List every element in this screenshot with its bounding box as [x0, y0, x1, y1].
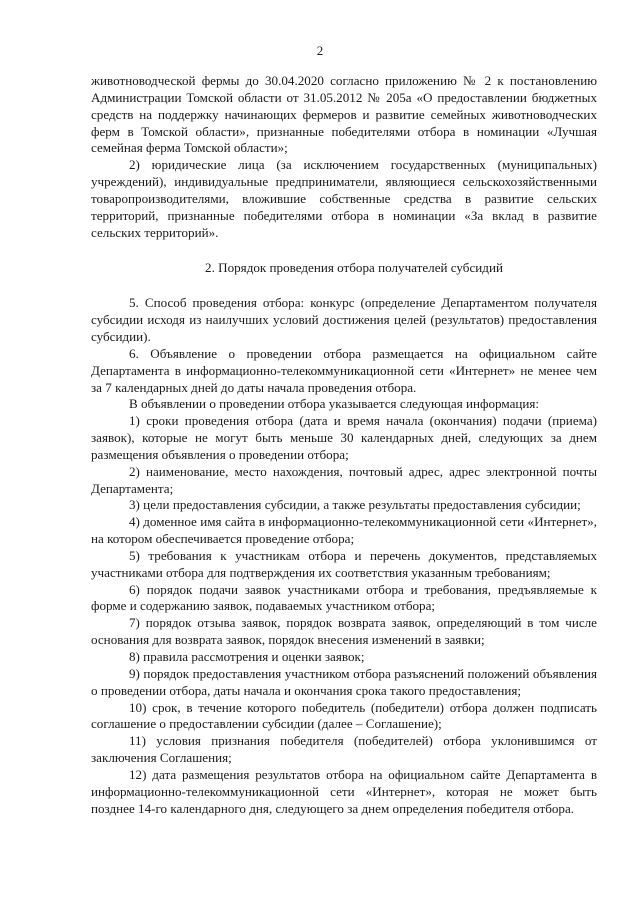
paragraph-continuation: животноводческой фермы до 30.04.2020 согласно приложению № 2 к постановлению Администрации Томской области от 31.05.2012 № 205а «О предоставлении бюджетных средств на поддержку начинающих фермеров и развитие семейных животноводческих ферм в Томской области», признанные победителями отбора в номинации «Лучшая семейная ферма Томской области»; — [91, 73, 597, 156]
paragraph-6: 6. Объявление о проведении отбора размещается на официальном сайте Департамента в информационно-телекоммуникационной сети «Интернет» не менее чем за 7 календарных дней до даты начала проведения отбора. — [91, 345, 597, 395]
section-title: 2. Порядок проведения отбора получателей субсидий — [205, 260, 503, 276]
document-body — [91, 73, 597, 817]
page-number: 2 — [316, 43, 324, 58]
paragraph-5: 5. Способ проведения отбора: конкурс (определение Департаментом получателя субсидии исходя из наилучших условий достижения целей (результатов) предоставления субсидии). — [91, 295, 597, 344]
paragraph-legal-entities: 2) юридические лица (за исключением государственных (муниципальных) учреждений), индивидуальные предприниматели, являющиеся сельскохозяйственными товаропроизводителями, вложившие собственные средства в развитие сельских территорий, признанные победителями отбора в номинации «За вклад в развитие сельских территорий». — [91, 157, 597, 240]
list-item: 6) порядок подачи заявок участниками отбора и требования, предъявляемые к форме и содержанию заявок, подаваемых участником отбора; — [91, 581, 597, 614]
list-item: 3) цели предоставления субсидии, а также результаты предоставления субсидии; — [129, 497, 581, 513]
list-item: 2) наименование, место нахождения, почтовый адрес, адрес электронной почты Департамента; — [91, 463, 597, 496]
list-item: 10) срок, в течение которого победитель (победители) отбора должен подписать соглашение о предоставлении субсидии (далее – Соглашение); — [91, 699, 597, 732]
list-item: 4) доменное имя сайта в информационно-телекоммуникационной сети «Интернет», на котором обеспечивается проведение отбора; — [91, 514, 597, 547]
list-item: 1) сроки проведения отбора (дата и время начала (окончания) подачи (приема) заявок), которые не могут быть меньше 30 календарных дней, следующих за днем размещения объявления о проведении отбора; — [91, 413, 597, 462]
list-item: 7) порядок отзыва заявок, порядок возврата заявок, определяющий в том числе основания для возврата заявок, порядок внесения изменений в заявки; — [91, 615, 597, 648]
paragraph-lead: В объявлении о проведении отбора указывается следующая информация: — [129, 396, 540, 412]
list-item: 8) правила рассмотрения и оценки заявок; — [129, 649, 365, 664]
list-item: 9) порядок предоставления участником отбора разъяснений положений объявления о проведении отбора, даты начала и окончания срока такого предоставления; — [91, 665, 597, 698]
list-item: 12) дата размещения результатов отбора на официальном сайте Департамента в информационно-телекоммуникационной сети «Интернет», которая не может быть позднее 14-го календарного дня, следующего за днем определения победителя отбора. — [91, 766, 597, 816]
list-item: 11) условия признания победителя (победителей) отбора уклонившимся от заключения Соглашения; — [91, 733, 597, 766]
list-item: 5) требования к участникам отбора и перечень документов, представляемых участниками отбора для подтверждения их соответствия указанным требованиям; — [91, 547, 597, 580]
